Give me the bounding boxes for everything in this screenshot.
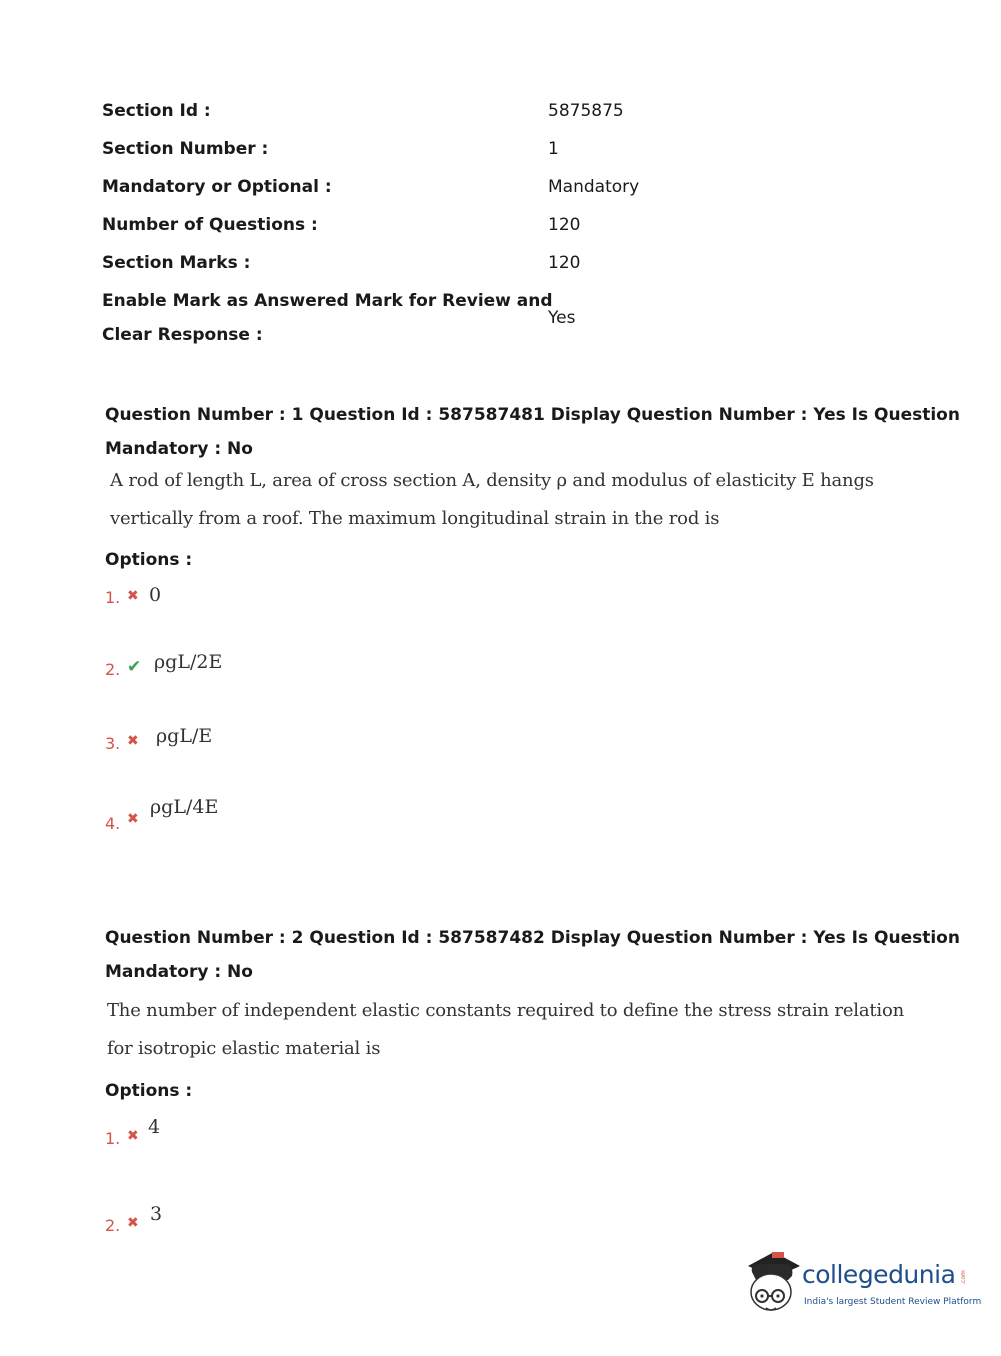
cross-icon: ✖ [127,1128,139,1144]
question-2-header-line2: Mandatory : No [105,962,253,982]
question-1-options-label: Options : [105,550,193,570]
section-marks-value: 120 [548,253,581,273]
option-value: ρgL/4E [150,796,219,818]
option-number: 4. [105,814,121,833]
option-value: ρgL/E [156,725,213,747]
section-id-value: 5875875 [548,101,624,121]
check-icon: ✔ [127,657,142,677]
option-number: 3. [105,734,121,753]
logo-name: collegedunia [802,1260,956,1289]
section-id-label: Section Id : [102,101,211,121]
mandatory-optional-value: Mandatory [548,177,640,197]
question-1-header-line1: Question Number : 1 Question Id : 587587481 Display Question Number : Yes Is Question [105,405,960,425]
section-number-label: Section Number : [102,139,269,159]
question-1-header-line2: Mandatory : No [105,439,253,459]
enable-mark-value: Yes [548,308,576,328]
number-of-questions-value: 120 [548,215,581,235]
question-2-header-line1: Question Number : 2 Question Id : 587587482 Display Question Number : Yes Is Question [105,928,960,948]
option-value: ρgL/2E [154,651,223,673]
question-2-text-line2: for isotropic elastic material is [107,1038,381,1059]
logo-com: .com [959,1270,967,1285]
question-2-options-label: Options : [105,1081,193,1101]
question-1-text-line1: A rod of length L, area of cross section A, density ρ and modulus of elasticity E hangs [110,470,874,491]
option-value: 4 [148,1116,161,1138]
cross-icon: ✖ [127,1215,139,1231]
collegedunia-logo [742,1250,982,1320]
option-number: 1. [105,588,121,607]
option-number: 1. [105,1129,121,1148]
mandatory-optional-label: Mandatory or Optional : [102,177,332,197]
number-of-questions-label: Number of Questions : [102,215,318,235]
cross-icon: ✖ [127,588,139,604]
mascot-icon [742,1250,804,1318]
option-value: 3 [150,1203,163,1225]
option-number: 2. [105,660,121,679]
enable-mark-label-line1: Enable Mark as Answered Mark for Review and [102,291,553,311]
section-number-value: 1 [548,139,559,159]
option-value: 0 [149,584,162,606]
enable-mark-label-line2: Clear Response : [102,325,263,345]
question-1-text-line2: vertically from a roof. The maximum longitudinal strain in the rod is [110,508,720,529]
cross-icon: ✖ [127,811,139,827]
question-2-text-line1: The number of independent elastic constants required to define the stress strain relation [107,1000,904,1021]
cross-icon: ✖ [127,733,139,749]
logo-tagline: India's largest Student Review Platform [804,1297,982,1307]
section-marks-label: Section Marks : [102,253,251,273]
option-number: 2. [105,1216,121,1235]
